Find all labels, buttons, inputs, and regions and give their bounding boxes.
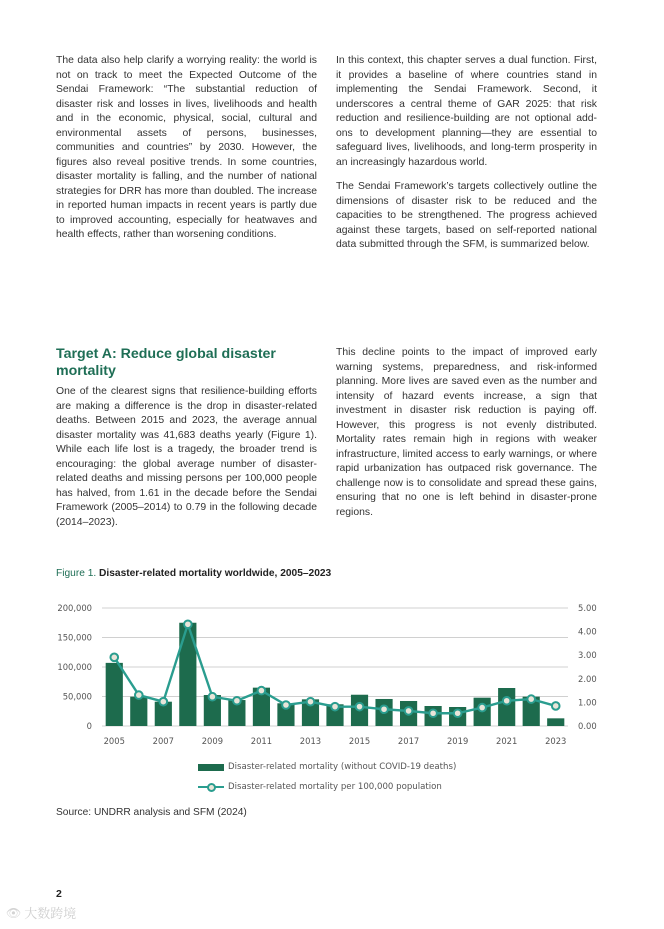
x-axis-tick-label: 2011 xyxy=(250,736,273,746)
bar-2021 xyxy=(498,688,515,726)
rate-point-2011 xyxy=(258,687,266,695)
figure-label: Figure 1. xyxy=(56,568,97,579)
section-heading: Target A: Reduce global disaster mortality xyxy=(56,346,276,379)
legend-label-bars: Disaster-related mortality (without COVID-19 deaths) xyxy=(228,762,457,772)
chart-legend xyxy=(198,757,456,797)
watermark-text: 大数跨境 xyxy=(24,906,77,921)
rate-point-2019 xyxy=(454,709,462,717)
rate-point-2015 xyxy=(356,703,364,711)
legend-item-line xyxy=(198,777,456,797)
legend-item-bars xyxy=(198,757,456,777)
rate-point-2016 xyxy=(380,705,388,713)
rate-point-2022 xyxy=(527,695,535,703)
x-axis-tick-label: 2015 xyxy=(348,736,371,746)
right-axis-tick-label: 2.00 xyxy=(578,673,597,684)
rate-point-2014 xyxy=(331,703,339,711)
x-axis-tick-label: 2013 xyxy=(299,736,322,746)
watermark-logo-icon: 👁 xyxy=(6,905,22,920)
rate-point-2012 xyxy=(282,701,290,709)
target-a-paragraph: One of the clearest signs that resilience-building efforts are making a difference is the drop in disaster-related deaths. Between 2015 and 2023, the average annual disaster mortality was 41,683 deaths yearly (Figure 1). While each life lost is a tragedy, the broader trend is encouraging: the global average number of disaster-related deaths and missing persons per 100,000 people has halved, from 1.61 in the decade before the Sendai Framework (2005–2014) to 0.79 in the following decade (2014–2023). xyxy=(56,386,317,528)
page-number: 2 xyxy=(56,888,62,900)
targets-paragraph: The Sendai Framework’s targets collectively outline the dimensions of disaster risk to be reduced and the capacities to be strengthened. The progress achieved against these targets, based on self-reported national data submitted through the SFM, is summarized below. xyxy=(336,181,597,250)
x-axis-tick-label: 2019 xyxy=(446,736,469,746)
rate-point-2007 xyxy=(160,698,168,706)
right-axis-tick-label: 1.00 xyxy=(578,697,597,708)
rate-point-2008 xyxy=(184,620,192,628)
rate-point-2020 xyxy=(478,704,486,712)
x-axis-tick-label: 2023 xyxy=(545,736,567,746)
rate-point-2006 xyxy=(135,691,143,699)
bar-2005 xyxy=(106,663,123,726)
legend-label-line: Disaster-related mortality per 100,000 population xyxy=(228,782,442,792)
rate-point-2021 xyxy=(503,697,511,705)
line-series xyxy=(110,620,559,717)
line-marker-swatch-icon xyxy=(198,782,224,792)
left-axis-tick-label: 100,000 xyxy=(57,662,92,672)
figure-title: Disaster-related mortality worldwide, 2005–2023 xyxy=(99,568,332,579)
x-axis-tick-label: 2007 xyxy=(152,736,174,746)
left-axis-tick-label: 200,000 xyxy=(57,603,92,613)
bar-swatch-icon xyxy=(198,764,224,771)
left-axis-tick-label: 150,000 xyxy=(57,632,92,643)
rate-point-2018 xyxy=(429,709,437,717)
rate-point-2013 xyxy=(307,698,315,706)
right-axis-tick-label: 3.00 xyxy=(578,650,597,661)
bar-2023 xyxy=(547,718,564,726)
x-axis-tick-label: 2017 xyxy=(397,736,420,746)
x-axis-tick-label: 2021 xyxy=(496,736,518,746)
bar-2006 xyxy=(130,697,147,726)
context-paragraph: In this context, this chapter serves a dual function. First, it provides a baseline of where countries stand in implementing the Sendai Framework. Second, it underscores a central theme of GAR 2025: that risk reduction and resilience-building are not optional add-ons to development planning—they are essential to safeguard lives, livelihoods, and long-term prosperity in an increasingly hazardous world. xyxy=(336,55,597,168)
rate-point-2023 xyxy=(552,702,560,710)
x-axis-tick-label: 2005 xyxy=(103,736,125,746)
right-axis-tick-label: 0.00 xyxy=(578,721,597,731)
rate-point-2010 xyxy=(233,697,241,705)
intro-paragraph: The data also help clarify a worrying reality: the world is not on track to meet the Expected Outcome of the Sendai Framework: “The substantial reduction of disaster risk and losses in lives, livelihoods and health and in the economic, physical, social, cultural and environmental assets of persons, businesses, communities and countries” by 2030. However, the figures also reveal positive trends. In some countries, disaster mortality is falling, and the number of national strategies for DRR has more than doubled. The increase in reported human impacts in recent years is partly due to improved accounting, especially for heatwaves and health effects, rather than worsening conditions. xyxy=(56,55,317,240)
decline-paragraph: This decline points to the impact of improved early warning systems, preparedness, and risk-informed planning. More lives are saved even as the number and intensity of hazard events increase, a sign that investment in disaster risk reduction is paying off. However, this progress is not evenly distributed. Mortality rates remain high in regions with weaker infrastructure, limited access to early warnings, or where rapid urbanization has outpaced risk governance. The challenge now is to consolidate and spread these gains, ensuring that no one is left behind in disaster-prone regions. xyxy=(336,347,597,518)
left-axis-tick-label: 0 xyxy=(86,721,92,731)
rate-point-2009 xyxy=(209,693,217,701)
bar-2008 xyxy=(179,623,196,726)
x-axis-tick-label: 2009 xyxy=(201,736,224,746)
figure-source: Source: UNDRR analysis and SFM (2024) xyxy=(56,807,247,818)
right-axis-tick-label: 4.00 xyxy=(578,626,597,637)
right-axis-tick-label: 5.00 xyxy=(578,603,597,613)
left-axis-tick-label: 50,000 xyxy=(62,691,92,702)
watermark xyxy=(6,903,76,922)
rate-point-2017 xyxy=(405,707,413,715)
rate-point-2005 xyxy=(110,654,118,662)
